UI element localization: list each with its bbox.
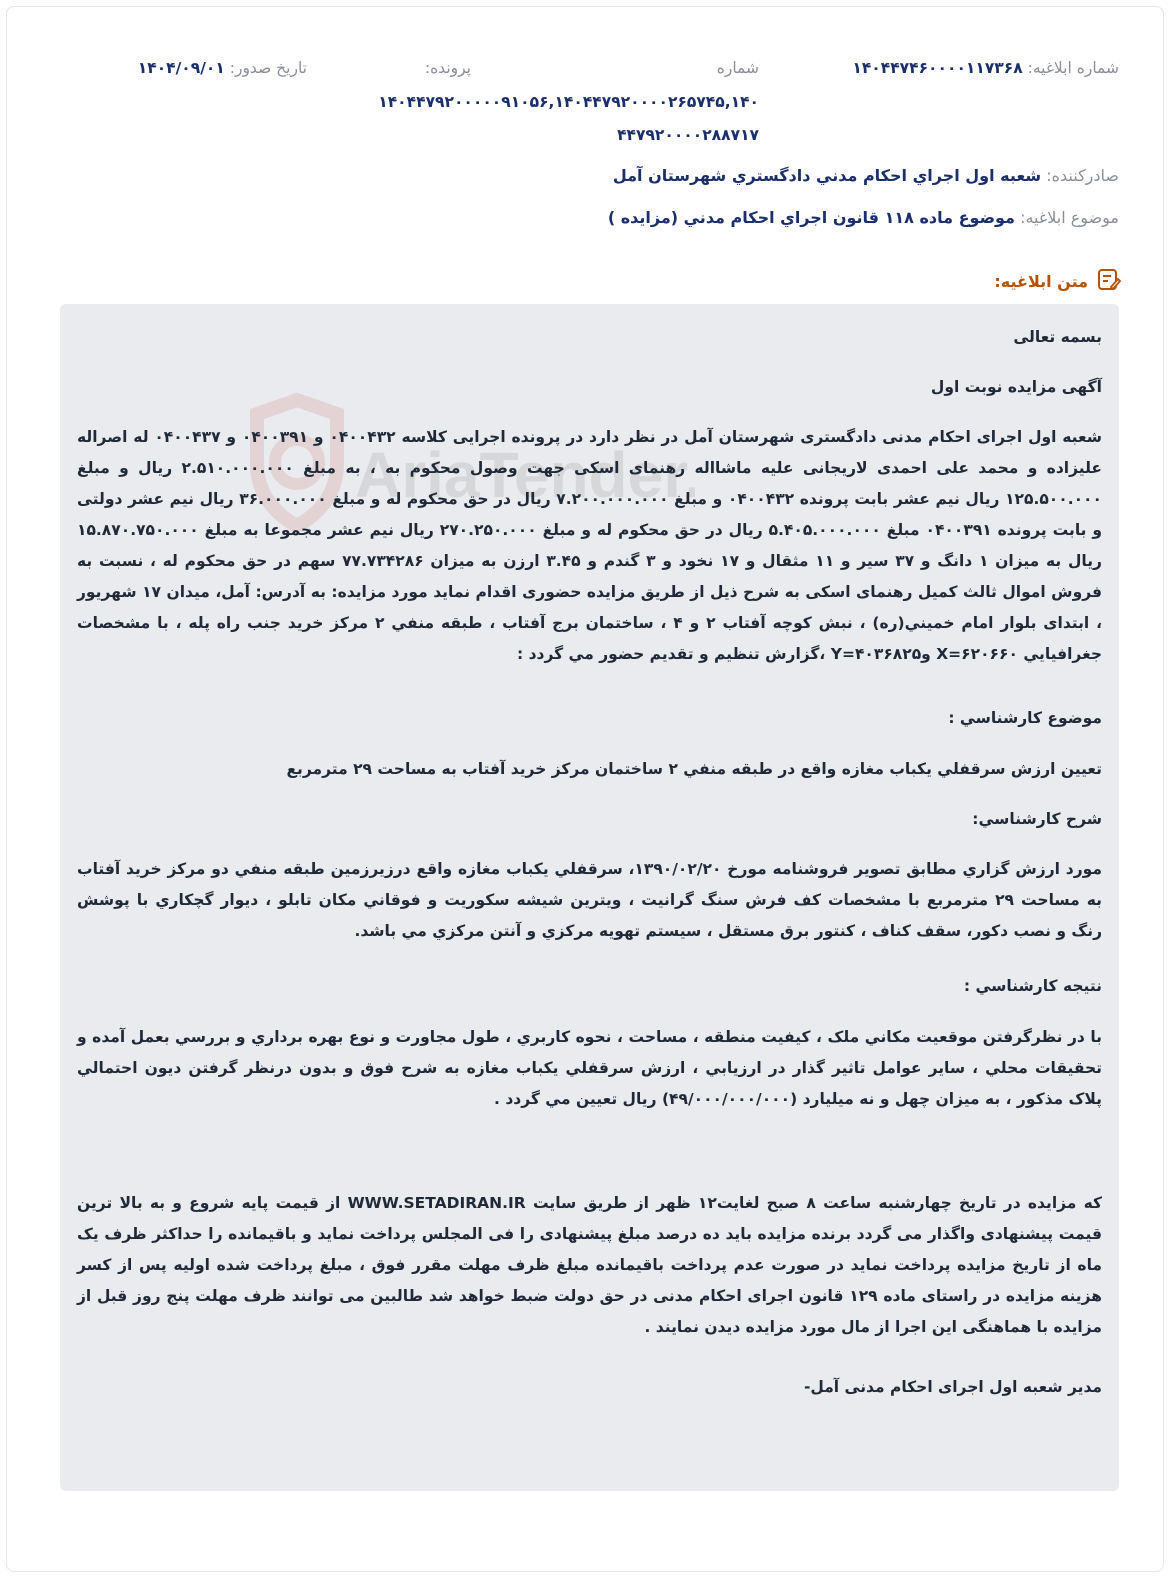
- issue-date-value: ۱۴۰۴/۰۹/۰۱: [137, 59, 225, 77]
- section-title: [994, 266, 1122, 296]
- document-pen-icon: [1096, 266, 1122, 296]
- body-basmala: بسمه تعالی: [1013, 328, 1102, 346]
- case-numbers-line1: ۱۴۰۴۴۷۹۲۰۰۰۰۰۹۱۰۵۶,۱۴۰۴۴۷۹۲۰۰۰۰۲۶۵۷۴۵,۱۴۰: [378, 93, 759, 111]
- case-label: پرونده:: [424, 59, 471, 77]
- body-expert-result-heading: نتيجه کارشناسي :: [963, 977, 1102, 995]
- body-expert-subject: تعيين ارزش سرقفلي يکباب مغازه واقع در طبقه منفي ۲ ساختمان مرکز خريد آفتاب به مساحت ۲۹ مترمربع: [286, 760, 1102, 778]
- subject: [608, 208, 1119, 227]
- subject-label: موضوع ابلاغیه:: [1020, 208, 1119, 227]
- notice-number: [852, 59, 1119, 77]
- body-expert-subject-heading: موضوع کارشناسي :: [948, 709, 1102, 727]
- body-notice-title: آگهی مزایده نوبت اول: [930, 378, 1102, 396]
- case-numbers-line2: ۴۴۷۹۲۰۰۰۰۲۸۸۷۱۷: [617, 126, 759, 144]
- body-expert-result: با در نظرگرفتن موقعيت مکاني ملک ، کيفيت منطقه ، مساحت ، نحوه کاربري ، طول مجاورت و نوع بهره برداري و بررسي بعمل آمده و تحقيقات محلي ، ساير عوامل تاثير گذار در ارزيابي ، ارزش سرقفلي يکباب مغازه به شرح فوق و بدون درنظر گرفتن ديون احتمالي پلاک مذکور ، به ميزان چهل و نه ميليارد (۴۹/۰۰۰/۰۰۰/۰۰۰) ريال تعيين مي گردد .: [77, 1028, 1102, 1108]
- body-signature: مدیر شعبه اول اجرای احکام مدنی آمل-: [803, 1378, 1102, 1396]
- body-auction-terms: که مزایده در تاریخ چهارشنبه ساعت ۸ صبح لغایت۱۲ ظهر از طریق سایت WWW.SETADIRAN.IR از قیمت پایه شروع و به بالا ترین قیمت پیشنهادی واگذار می گردد برنده مزایده باید ده درصد مبلغ پیشنهادی را فی المجلس پرداخت نماید و باقیمانده را حداکثر ظرف یک ماه از تاریخ مزایده پرداخت نماید در صورت عدم پرداخت باقیمانده مبلغ ظرف مهلت مقرر فوق ، مبلغ پرداخت شده اولیه پس از کسر هزینه مزایده در راستای ماده ۱۲۹ قانون اجرای احکام مدنی در حق دولت ضبط خواهد شد طالبین می توانند ظرف مهلت پنج روز قبل از مزایده با هماهنگی این اجرا از مال مورد مزایده دیدن نمایند .: [77, 1194, 1103, 1336]
- notice-number-label: شماره ابلاغیه:: [1027, 59, 1119, 77]
- body-expert-description: مورد ارزش گزاري مطابق تصوير فروشنامه مورخ ۱۳۹۰/۰۲/۲۰، سرقفلي يکباب مغازه واقع درزيرزمين طبقه منفي دو مرکز خريد آفتاب به مساحت ۲۹ مترمربع با مشخصات کف فرش سنگ گرانيت ، ويترين شيشه سکوريت و فوقاني مکان تابلو ، ديوار گچکاري با پوشش رنگ و نصب دکور، سقف کناف ، کنتور برق مستقل ، سيستم تهويه مرکزي و آنتن مرکزي مي باشد.: [77, 860, 1102, 940]
- section-title-text: متن ابلاغیه:: [994, 271, 1088, 291]
- body-expert-description-heading: شرح کارشناسي:: [972, 810, 1102, 828]
- svg-text:AriaTender.neT: AriaTender: [355, 439, 685, 511]
- notice-number-value: ۱۴۰۴۴۷۴۶۰۰۰۰۱۱۷۳۶۸: [852, 59, 1023, 77]
- case-number-label: شماره: [716, 59, 759, 77]
- issuer-label: صادرکننده:: [1046, 166, 1119, 185]
- issuer: [613, 166, 1119, 185]
- issue-date: [138, 59, 307, 77]
- subject-value: موضوع ماده ۱۱۸ قانون اجراي احکام مدني (مزايده ): [607, 208, 1015, 227]
- issue-date-label: تاریخ صدور:: [229, 59, 307, 77]
- issuer-value: شعبه اول اجراي احکام مدني دادگستري شهرستان آمل: [612, 166, 1042, 185]
- body-paragraph-main: شعبه اول اجرای احکام مدنی دادگستری شهرستان آمل در نظر دارد در پرونده اجرایی کلاسه ۰۴۰۰۴۳۲ و ۰۴۰۰۳۹۱ و ۰۴۰۰۴۳۷ له اصراله علیزاده و محمد علی احمدی لاریجانی علیه ماشااله رهنمای اسکی جهت وصول محکوم به ، به مبلغ ۲.۵۱۰.۰۰۰.۰۰۰ ریال و مبلغ ۱۲۵.۵۰۰.۰۰۰ ریال نیم عشر بابت پرونده ۰۴۰۰۴۳۲ و مبلغ ۷.۲۰۰.۰۰۰.۰۰۰ ریال در حق محکوم له و مبلغ ۳۶.۰۰۰.۰۰۰ ریال نیم عشر دولتی و بابت پرونده ۰۴۰۰۳۹۱ مبلغ ۵.۴۰۵.۰۰۰.۰۰۰ ریال در حق محکوم له و مبلغ ۲۷۰.۲۵۰.۰۰۰ ریال نیم عشر مجموعا به مبلغ ۱۵.۸۷۰.۷۵۰.۰۰۰ ریال به میزان ۱ دانگ و ۳۷ سیر و ۱۱ مثقال و ۱۷ نخود و ۳ گندم و ۳.۴۵ ارزن به میزان ۷۷.۷۳۴۲۸۶ سهم در حق محکوم له ، نسبت به فروش اموال ثالث کمیل رهنمای اسکی به شرح ذیل از طریق مزایده حضوری اقدام نماید مورد مزایده: به آدرس: آمل، میدان ۱۷ شهریور ، ابتدای بلوار امام خميني(ره) ، نبش کوچه آفتاب ۲ و ۴ ، ساختمان برج آفتاب ، طبقه منفي ۲ مرکز خريد جنب راه پله ، با مشخصات جغرافيايي ۶۲۰۶۶۰=X و۴۰۳۶۸۲۵=Y ،گزارش تنظيم و تقديم حضور مي گردد :: [77, 428, 1103, 663]
